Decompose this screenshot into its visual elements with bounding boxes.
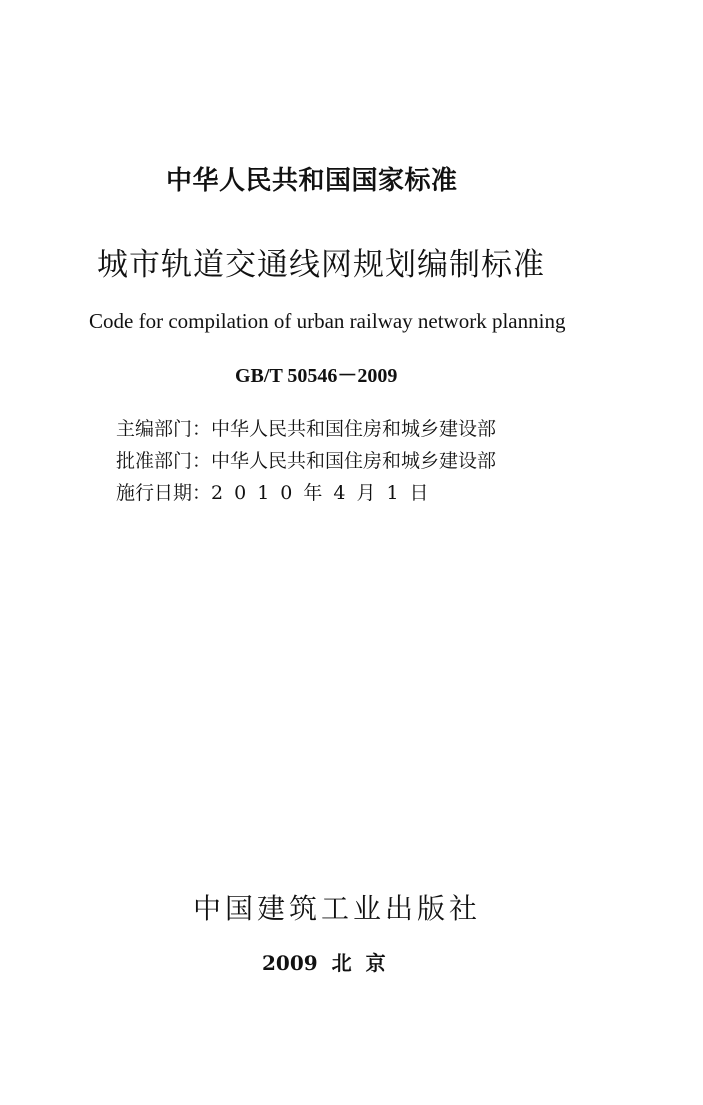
effective-date-label: 施行日期： — [116, 482, 212, 504]
approver-row — [116, 452, 496, 471]
approver-label: 批准部门： — [116, 450, 212, 472]
publication-year: 2009 — [262, 951, 318, 975]
publication-place — [262, 953, 400, 973]
effective-date-row — [116, 484, 440, 503]
national-standard-heading: 中华人民共和国国家标准 — [166, 166, 458, 196]
title-english: Code for compilation of urban railway network planning — [89, 309, 566, 333]
editor-row — [116, 420, 496, 439]
title-chinese: 城市轨道交通线网规划编制标准 — [97, 247, 545, 283]
standard-number: GB/T 50546－2009 — [235, 365, 398, 387]
effective-date-value: 2010年4月1日 — [211, 482, 440, 504]
editor-value: 中华人民共和国住房和城乡建设部 — [211, 418, 497, 440]
editor-label: 主编部门： — [116, 418, 212, 440]
publisher-name: 中国建筑工业出版社 — [193, 892, 482, 925]
publication-city: 北京 — [331, 951, 400, 975]
approver-value: 中华人民共和国住房和城乡建设部 — [211, 450, 497, 472]
